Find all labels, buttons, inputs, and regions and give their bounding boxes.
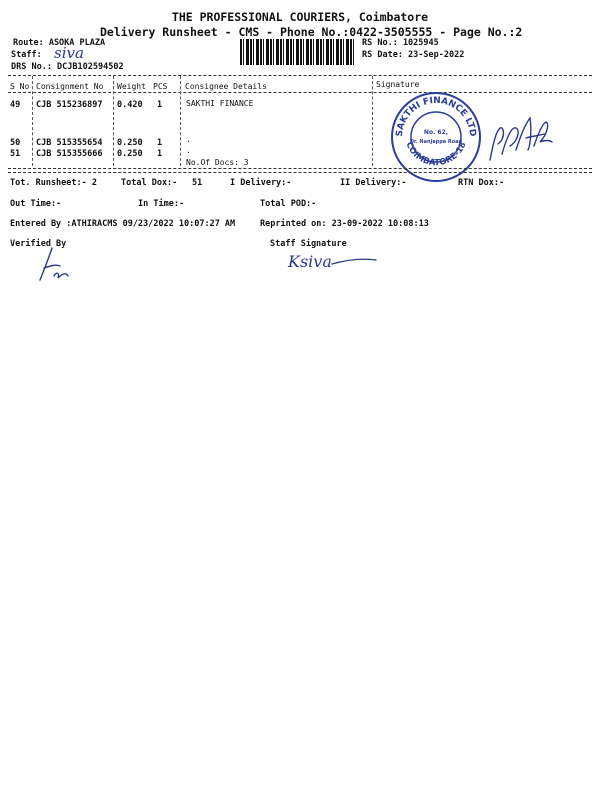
row-consignee: . [186,135,191,144]
company-title: THE PROFESSIONAL COURIERS, Coimbatore [171,10,429,24]
row-consignment: CJB 515355654 [36,138,103,148]
row-pcs: 1 [157,100,163,110]
table-top-rule [8,75,592,76]
runsheet-subtitle: Delivery Runsheet - CMS - Phone No.:0422-3505555 - Page No.:2 [100,25,523,39]
staff-label: Staff: [11,50,42,60]
totals-top-rule [8,168,592,169]
docs-count: No.Of Docs: 3 [186,158,249,167]
stamp-top-text: SAKTHI FINANCE LTD [394,95,478,138]
header-consignment: Consignment No [36,82,104,91]
rs-date: RS Date: 23-Sep-2022 [362,50,465,60]
staff-signature-label: Staff Signature [270,239,347,249]
row-sno: 51 [10,149,21,159]
table-row [10,100,20,110]
header-weight: Weight [117,82,146,91]
i-delivery: I Delivery:- [230,178,292,188]
staff-signature-handwritten: Ksiva [288,252,332,271]
route-label: Route: ASOKA PLAZA [13,38,106,48]
staff-name-handwritten: siva [54,44,84,62]
row-sno: 50 [10,138,21,148]
stamp-line1: No. 62, [423,129,449,136]
tot-runsheet: Tot. Runsheet:- 2 [10,178,97,188]
in-time: In Time:- [138,199,185,209]
verifier-signature [34,246,74,286]
total-dox-value: 51 [192,178,203,188]
verified-by-label: Verified By [10,239,67,249]
row-consignment: CJB 515355666 [36,149,103,159]
table-row [10,138,20,148]
total-dox-label: Total Dox:- [121,178,178,188]
staff-signature-underline [330,256,380,268]
reprinted-on: Reprinted on: 23-09-2022 10:08:13 [260,219,429,229]
row-sno: 49 [10,100,21,110]
row-weight: 0.250 [117,149,143,159]
table-row [10,149,20,159]
col-sep [113,76,114,166]
stamp-bottom-text: COIMBATORE-18 [403,140,469,169]
row-consignment: CJB 515236897 [36,100,103,110]
entered-by: Entered By :ATHIRACMS 09/23/2022 10:07:27 AM [10,219,236,229]
consignee-signature [486,110,556,170]
barcode [240,39,356,65]
row-weight: 0.250 [117,138,143,148]
header-pcs: PCS [153,82,168,91]
header-signature: Signature [376,80,420,89]
company-stamp [389,90,483,184]
rtn-dox: RTN Dox:- [458,178,505,188]
rs-number: RS No.: 1025945 [362,38,439,48]
col-sep [372,76,373,166]
col-sep [180,76,181,166]
totals-top-rule-2 [8,172,592,173]
drs-number: DRS No.: DCJB102594502 [11,62,124,72]
row-consignee: SAKTHI FINANCE [186,99,254,108]
header-consignee: Consignee Details [185,82,267,91]
header-sno: S No [10,82,30,91]
row-consignee: . [186,146,191,155]
row-pcs: 1 [157,138,163,148]
total-pod: Total POD:- [260,199,317,209]
col-sep [32,76,33,166]
row-weight: 0.420 [117,100,143,110]
table-header-rule [8,92,592,93]
out-time: Out Time:- [10,199,62,209]
ii-delivery: II Delivery:- [340,178,407,188]
stamp-line2: Dr. Nanjappa Road [409,139,463,145]
row-pcs: 1 [157,149,163,159]
